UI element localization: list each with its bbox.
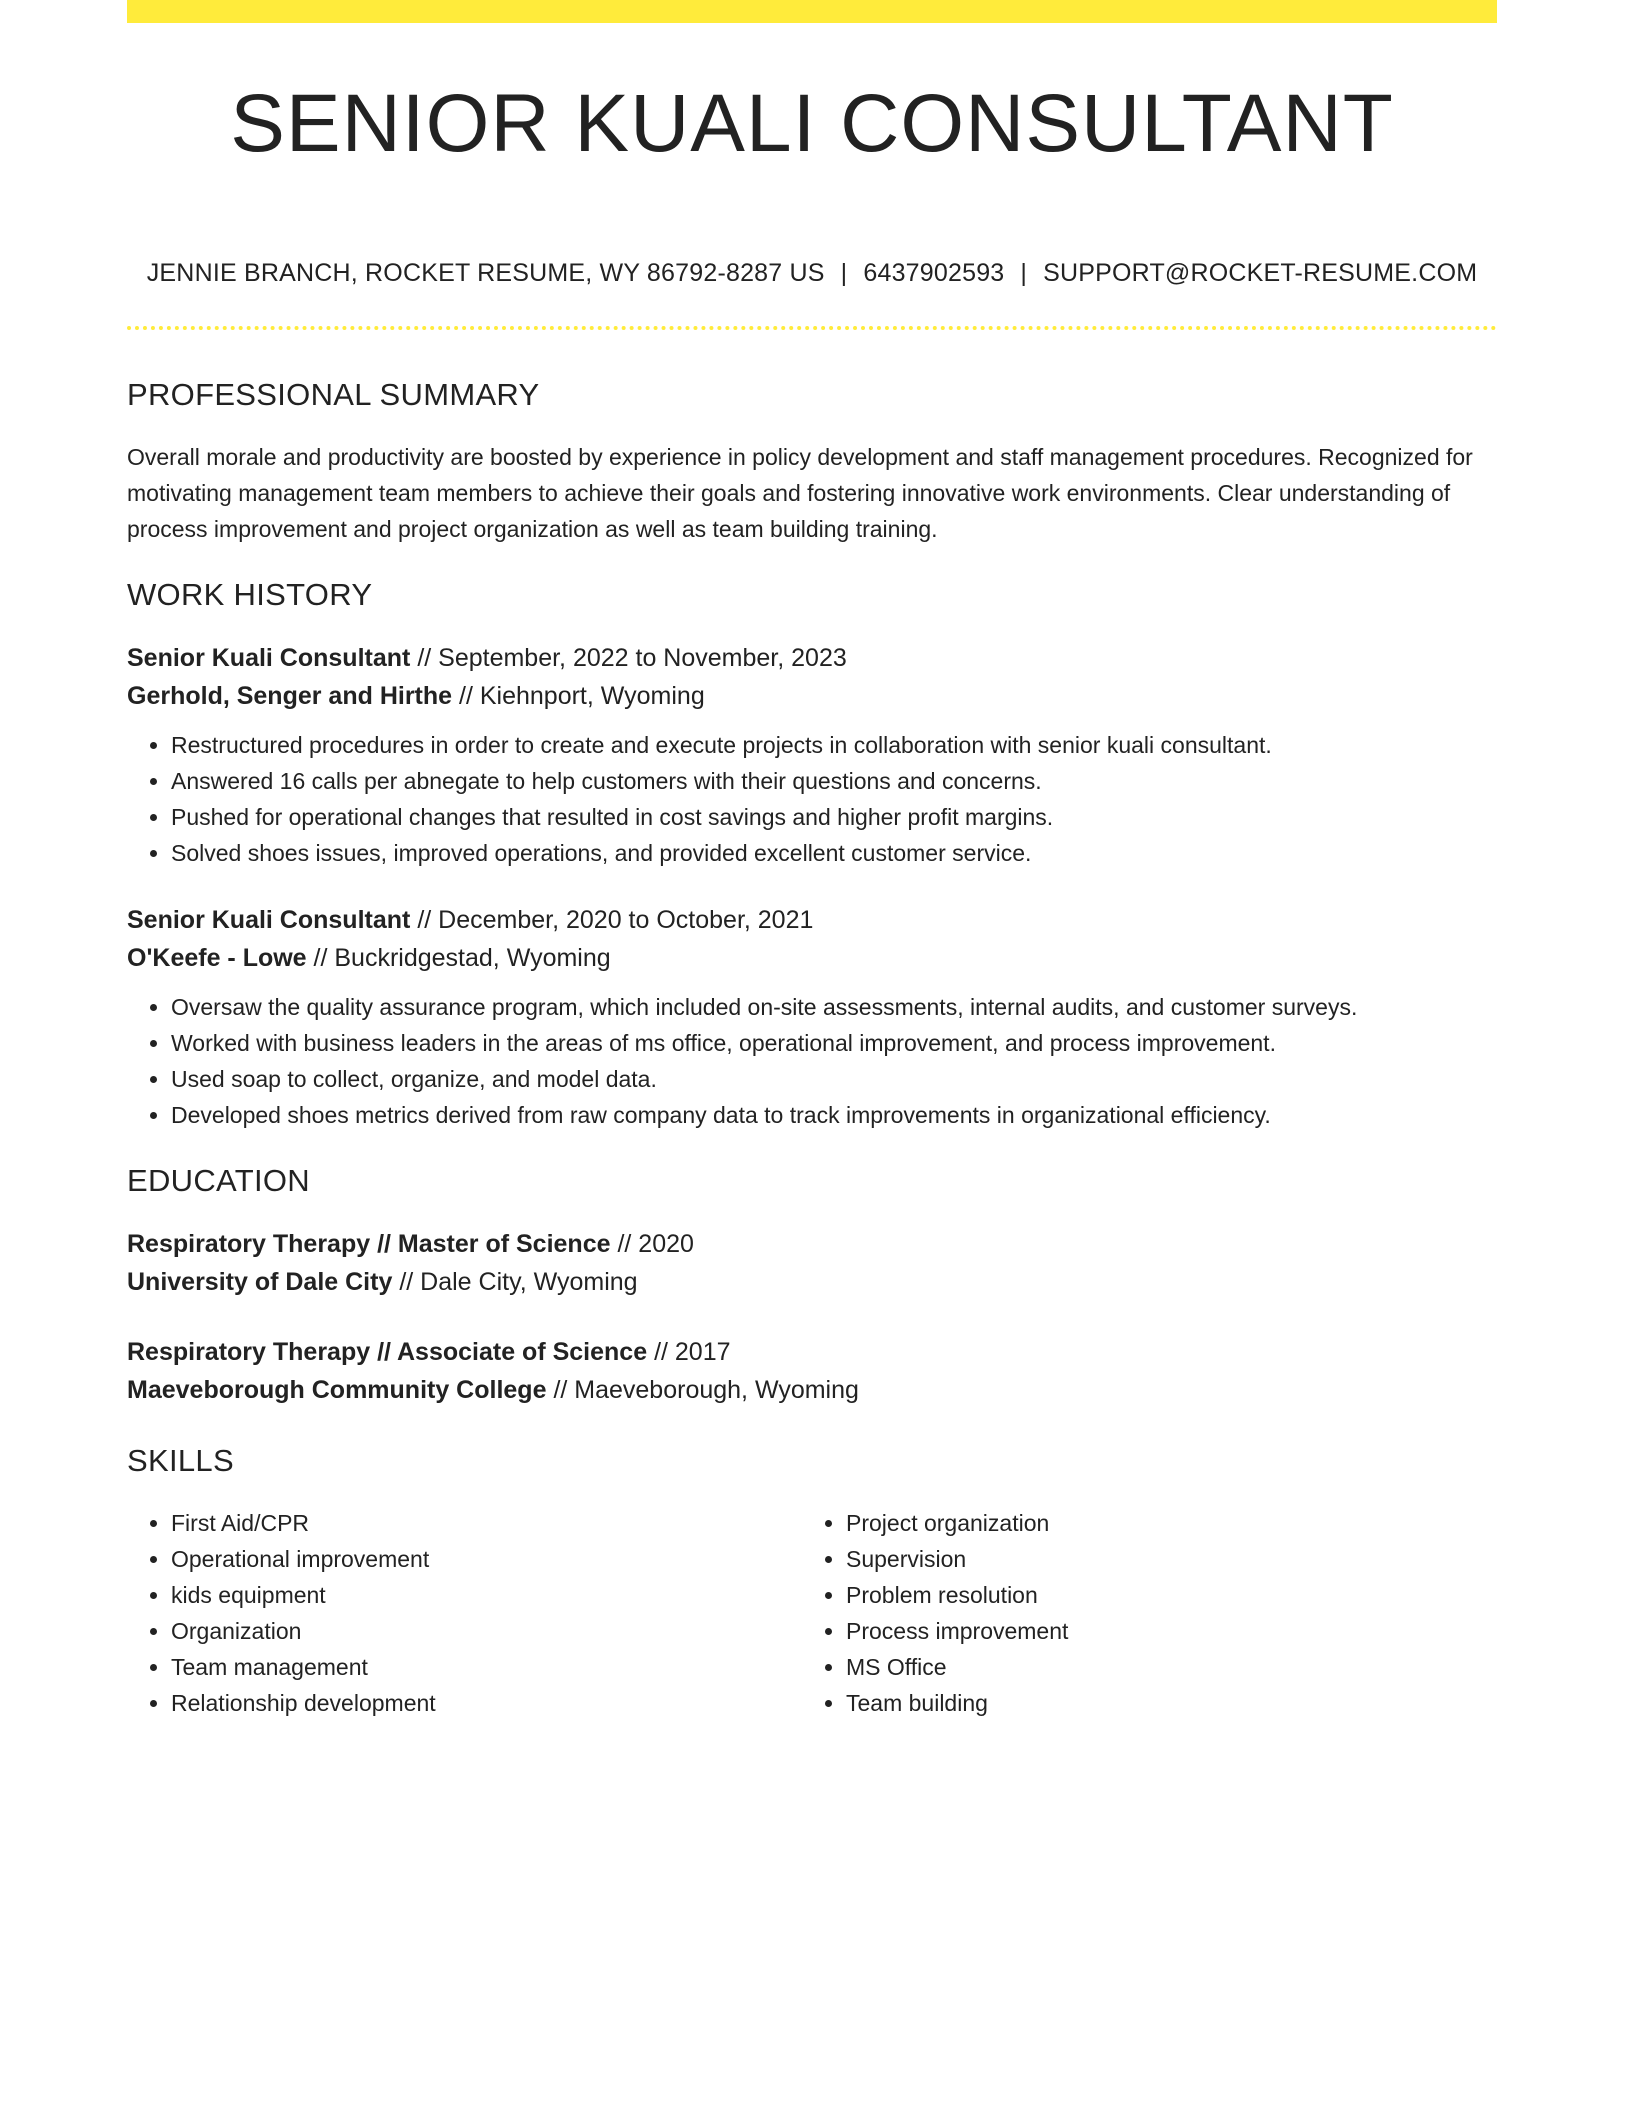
job-bullet: • Answered 16 calls per abnegate to help customers with their questions and concerns. — [171, 763, 1497, 799]
job-bullet: • Restructured procedures in order to create and execute projects in collaboration with senior kuali consultant. — [171, 727, 1497, 763]
skill-item: • Team management — [171, 1649, 802, 1685]
resume-title: SENIOR KUALI CONSULTANT — [230, 78, 1394, 169]
skill-item: • First Aid/CPR — [171, 1505, 802, 1541]
job-bullet: • Solved shoes issues, improved operations, and provided excellent customer service. — [171, 835, 1497, 871]
education-location: // Dale City, Wyoming — [399, 1268, 638, 1296]
education-location: // Maeveborough, Wyoming — [553, 1376, 859, 1404]
job-bullet: • Worked with business leaders in the areas of ms office, operational improvement, and process improvement. — [171, 1025, 1497, 1061]
skill-item: • Process improvement — [846, 1613, 1477, 1649]
job-bullets — [127, 727, 1497, 871]
contact-separator: | — [1020, 259, 1028, 287]
job-title: Senior Kuali Consultant — [127, 644, 411, 672]
contact-address: JENNIE BRANCH, ROCKET RESUME, WY 86792-8287 US — [146, 259, 825, 287]
skill-item: • Relationship development — [171, 1685, 802, 1721]
skill-item: • Supervision — [846, 1541, 1477, 1577]
job-company: O'Keefe - Lowe — [127, 944, 307, 972]
job-company-line — [127, 939, 1497, 977]
resume-page — [127, 0, 1497, 1721]
job-title-line — [127, 901, 1497, 939]
education-school: Maeveborough Community College — [127, 1376, 547, 1404]
education-degree-line — [127, 1333, 1497, 1371]
work-history-heading: WORK HISTORY — [127, 577, 373, 612]
education-degree-line — [127, 1225, 1497, 1263]
education-year: // 2017 — [654, 1338, 731, 1366]
skill-item: • Organization — [171, 1613, 802, 1649]
job-entry — [127, 901, 1497, 1133]
contact-email: SUPPORT@ROCKET-RESUME.COM — [1043, 259, 1478, 287]
skill-item: • Problem resolution — [846, 1577, 1477, 1613]
contact-separator: | — [840, 259, 848, 287]
education-school-line — [127, 1263, 1497, 1301]
job-bullet: • Used soap to collect, organize, and model data. — [171, 1061, 1497, 1097]
contact-phone: 6437902593 — [863, 259, 1005, 287]
job-company-line — [127, 677, 1497, 715]
education-degree: Respiratory Therapy // Master of Science — [127, 1230, 611, 1258]
skill-item: • kids equipment — [171, 1577, 802, 1613]
skill-item: • Operational improvement — [171, 1541, 802, 1577]
skills-columns — [127, 1505, 1497, 1721]
education-heading: EDUCATION — [127, 1163, 310, 1198]
job-title: Senior Kuali Consultant — [127, 906, 411, 934]
job-location: // Kiehnport, Wyoming — [459, 682, 705, 710]
skills-list-right — [802, 1505, 1477, 1721]
skill-item: • Project organization — [846, 1505, 1477, 1541]
education-year: // 2020 — [617, 1230, 694, 1258]
job-dates: // December, 2020 to October, 2021 — [417, 906, 814, 934]
job-bullet: • Developed shoes metrics derived from raw company data to track improvements in organizational efficiency. — [171, 1097, 1497, 1133]
education-degree: Respiratory Therapy // Associate of Science — [127, 1338, 648, 1366]
accent-bar — [127, 0, 1497, 23]
education-school: University of Dale City — [127, 1268, 393, 1296]
job-bullets — [127, 989, 1497, 1133]
education-entry — [127, 1333, 1497, 1409]
job-title-line — [127, 639, 1497, 677]
dotted-divider — [127, 326, 1497, 330]
job-entry — [127, 639, 1497, 871]
skills-list-left — [127, 1505, 802, 1721]
job-dates: // September, 2022 to November, 2023 — [417, 644, 847, 672]
skill-item: • Team building — [846, 1685, 1477, 1721]
summary-heading: PROFESSIONAL SUMMARY — [127, 377, 540, 412]
job-bullet: • Oversaw the quality assurance program, which included on-site assessments, internal audits, and customer surveys. — [171, 989, 1497, 1025]
skill-item: • MS Office — [846, 1649, 1477, 1685]
summary-text: Overall morale and productivity are boosted by experience in policy development and staff management procedures. Recognized for motivating management team members to achieve their goals and fostering innovative work environments. Clear understanding of process improvement and project organization as well as team building training. — [127, 444, 1473, 542]
education-school-line — [127, 1371, 1497, 1409]
job-company: Gerhold, Senger and Hirthe — [127, 682, 453, 710]
job-location: // Buckridgestad, Wyoming — [313, 944, 611, 972]
job-bullet: • Pushed for operational changes that resulted in cost savings and higher profit margins. — [171, 799, 1497, 835]
skills-heading: SKILLS — [127, 1443, 234, 1478]
education-entry — [127, 1225, 1497, 1301]
contact-line — [127, 259, 1497, 288]
